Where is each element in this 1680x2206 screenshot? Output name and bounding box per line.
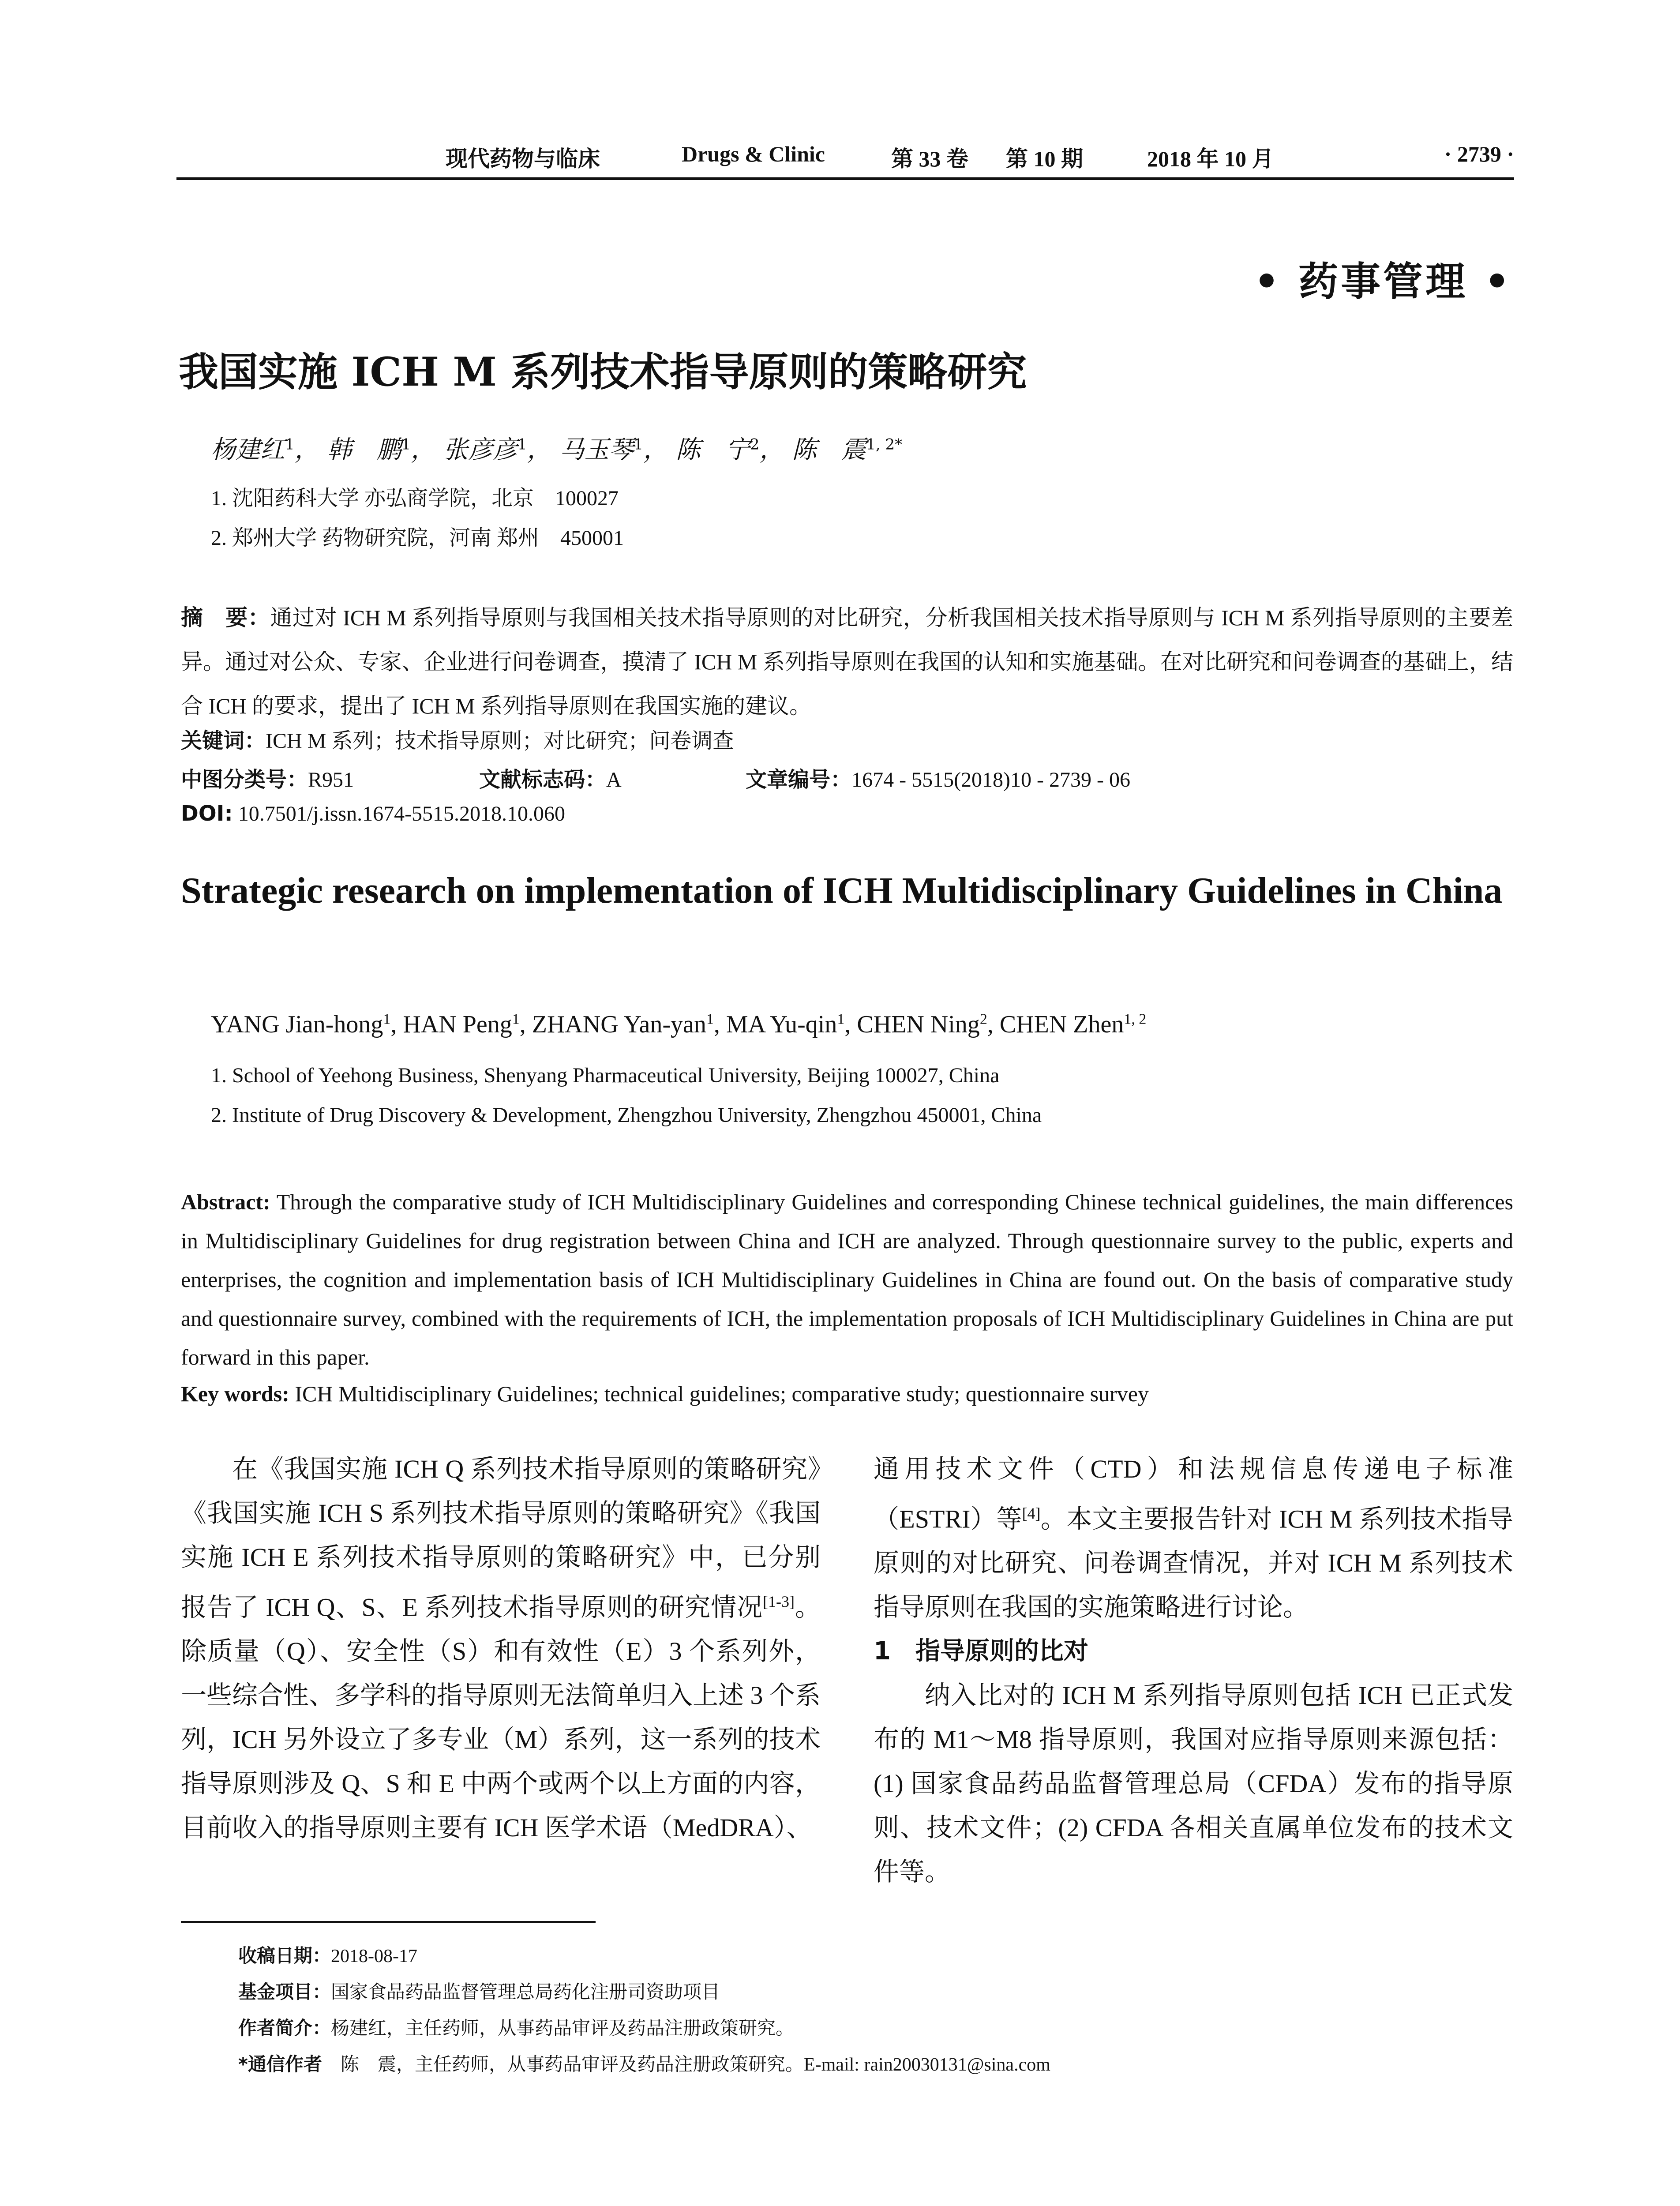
volume: 第 33 卷	[891, 146, 968, 171]
clc-code: R951	[308, 768, 354, 792]
author-affil-mark: 2	[750, 435, 760, 454]
author: 杨建红	[211, 435, 285, 464]
footnote-label: 基金项目：	[238, 1981, 331, 2003]
author-affil-mark: 1, 2*	[866, 435, 903, 454]
issue-date: 2018 年 10 月	[1147, 146, 1274, 171]
author-en: CHEN Zhen	[999, 1011, 1124, 1038]
author-affil-mark: 1	[401, 435, 411, 454]
body-text: 。本文主要报告针对 ICH M 系列技术指导原则的对比研究、问卷调查情况，并对 ICH M 系列技术指导原则在我国的实施策略进行讨论。	[874, 1504, 1513, 1622]
doi-value: 10.7501/j.issn.1674-5515.2018.10.060	[238, 802, 566, 825]
body-left-column	[181, 1447, 821, 1850]
citation-ref[interactable]: [4]	[1022, 1504, 1041, 1522]
classification-row	[181, 762, 1130, 793]
citation-ref[interactable]: [1-3]	[763, 1593, 795, 1610]
author-en-affil-mark: 1	[383, 1011, 391, 1028]
author-en: MA Yu-qin	[726, 1011, 837, 1038]
body-text: 通用技术文件（CTD）和法规信息传递电子标准（ESTRI）等	[874, 1455, 1513, 1534]
clc-label: 中图分类号：	[181, 767, 308, 792]
footnote-corresponding	[238, 2050, 1050, 2076]
footnote-fund	[238, 1977, 720, 2004]
author-en: HAN Peng	[403, 1011, 512, 1038]
footnote-label: 收稿日期：	[238, 1945, 331, 1966]
abstract-en-text: Through the comparative study of ICH Multidisciplinary Guidelines and corresponding Chinese technical guidelines, the main differences in Multidisciplinary Guidelines for drug registration between China and ICH are analyzed. Through questionnaire survey to the public, experts and enterprises, the cognition and implementation basis of ICH Multidisciplinary Guidelines in China are found out. On the basis of comparative study and questionnaire survey, combined with the requirements of ICH, the implementation proposals of ICH Multidisciplinary Guidelines in China are put forward in this paper.	[181, 1189, 1513, 1369]
abstract-en	[181, 1182, 1513, 1377]
article-number: 1674 - 5515(2018)10 - 2739 - 06	[851, 768, 1130, 792]
affiliation-zh-2: 2. 郑州大学 药物研究院，河南 郑州 450001	[211, 526, 624, 550]
footnote-author	[238, 2014, 794, 2040]
abstract-zh	[181, 596, 1513, 728]
article-number-label: 文章编号：	[746, 767, 852, 792]
body-text: 在《我国实施 ICH Q 系列技术指导原则的策略研究》《我国实施 ICH S 系列技术指导原则的策略研究》《我国实施 ICH E 系列技术指导原则的策略研究》中，已分别报告了 ICH Q、S、E 系列技术指导原则的研究情况	[181, 1455, 821, 1622]
keywords-zh-text: ICH M 系列；技术指导原则；对比研究；问卷调查	[266, 729, 734, 753]
authors-zh: 杨建红$^1$， 韩 鹏$^1$， 张彦彦$^1$， 马玉琴$^1$， 陈 宁$^2$， 陈 震$^{1, 2*}$	[211, 435, 903, 464]
affiliation-en-2: 2. Institute of Drug Discovery & Development, Zhengzhou University, Zhengzhou 450001, China	[211, 1103, 1042, 1127]
journal-name-en: Drugs & Clinic	[682, 142, 825, 166]
footnote-received	[238, 1941, 417, 1968]
author: 韩 鹏	[327, 435, 401, 464]
affiliation-zh-1: 1. 沈阳药科大学 亦弘商学院，北京 100027	[211, 487, 619, 510]
body-paragraph	[874, 1447, 1513, 1629]
footnote-label: *通信作者	[238, 2053, 322, 2075]
body-paragraph	[181, 1447, 821, 1850]
author-affil-mark: 1	[285, 435, 295, 454]
keywords-en-label: Key words:	[181, 1381, 289, 1406]
section-tag: • 药事管理 •	[1254, 258, 1512, 305]
title-zh: 我国实施 ICH M 系列技术指导原则的策略研究	[179, 349, 1027, 395]
author-en-affil-mark: 2	[979, 1011, 987, 1028]
footnote-text: 国家食品药品监督管理总局药化注册司资助项目	[331, 1982, 720, 2003]
doi-label: DOI:	[181, 801, 233, 826]
author-en: CHEN Ning	[857, 1011, 980, 1038]
author-en-affil-mark: 1, 2	[1124, 1011, 1147, 1028]
affiliation-en-1: 1. School of Yeehong Business, Shenyang Pharmaceutical University, Beijing 100027, China	[211, 1064, 1000, 1087]
abstract-en-label: Abstract:	[181, 1189, 270, 1214]
author-affil-mark: 1	[634, 435, 643, 454]
doc-code-label: 文献标志码：	[479, 767, 607, 792]
author-en-affil-mark: 1	[512, 1011, 520, 1028]
footnote-text: 杨建红，主任药师，从事药品审评及药品注册政策研究。	[331, 2018, 795, 2039]
keywords-zh	[181, 724, 734, 754]
abstract-zh-label: 摘 要：	[181, 605, 270, 630]
author-affil-mark: 1	[517, 435, 527, 454]
keywords-zh-label: 关键词：	[181, 728, 266, 753]
page-number: · 2739 ·	[1444, 142, 1514, 166]
author-en-affil-mark: 1	[837, 1011, 845, 1028]
footnote-text: 陈 震，主任药师，从事药品审评及药品注册政策研究。E-mail: rain20030131@sina.com	[340, 2055, 1050, 2075]
author-en: ZHANG Yan-yan	[532, 1011, 706, 1038]
body-text: 。除质量（Q）、安全性（S）和有效性（E）3 个系列外，一些综合性、多学科的指导原则无法简单归入上述 3 个系列，ICH 另外设立了多专业（M）系列，这一系列的技术指导原则涉及 Q、S 和 E 中两个或两个以上方面的内容，目前收入的指导原则主要有 ICH 医学术语（MedDRA）、	[181, 1593, 821, 1842]
footnote-label: 作者简介：	[238, 2017, 331, 2039]
authors-en: YANG Jian-hong$^1$, HAN Peng$^1$, ZHANG Yan-yan$^1$, MA Yu-qin$^1$, CHEN Ning$^2$, CHEN Zhen$^{1, 2}$	[211, 1011, 1147, 1038]
keywords-en-text: ICH Multidisciplinary Guidelines; technical guidelines; comparative study; questionnaire survey	[295, 1381, 1149, 1406]
body-right-column	[874, 1447, 1513, 1894]
author: 张彦彦	[443, 435, 518, 464]
doc-code: A	[606, 768, 621, 792]
body-paragraph: 纳入比对的 ICH M 系列指导原则包括 ICH 已正式发布的 M1～M8 指导原则，我国对应指导原则来源包括：(1) 国家食品药品监督管理总局（CFDA）发布的指导原则、技术文件；(2) CFDA 各相关直属单位发布的技术文件等。	[874, 1681, 1513, 1887]
header-rule	[176, 177, 1514, 180]
section-heading: 1 指导原则的比对	[874, 1637, 1088, 1666]
abstract-zh-text: 通过对 ICH M 系列指导原则与我国相关技术指导原则的对比研究，分析我国相关技术指导原则与 ICH M 系列指导原则的主要差异。通过对公众、专家、企业进行问卷调查，摸清了 ICH M 系列指导原则在我国的认知和实施基础。在对比研究和问卷调查的基础上，结合 ICH 的要求，提出了 ICH M 系列指导原则在我国实施的建议。	[181, 605, 1513, 718]
author: 陈 震	[792, 435, 866, 464]
author-en-affil-mark: 1	[706, 1011, 714, 1028]
journal-name-zh: 现代药物与临床	[446, 146, 600, 171]
doi	[181, 801, 565, 826]
author-en: YANG Jian-hong	[211, 1011, 383, 1038]
footnote-text: 2018-08-17	[331, 1946, 417, 1966]
title-en: Strategic research on implementation of ICH Multidisciplinary Guidelines in China	[181, 870, 1503, 911]
footnote-rule	[181, 1921, 596, 1923]
issue: 第 10 期	[1006, 146, 1083, 171]
author: 陈 宁	[675, 435, 750, 464]
keywords-en	[181, 1381, 1149, 1407]
author: 马玉琴	[559, 435, 634, 464]
